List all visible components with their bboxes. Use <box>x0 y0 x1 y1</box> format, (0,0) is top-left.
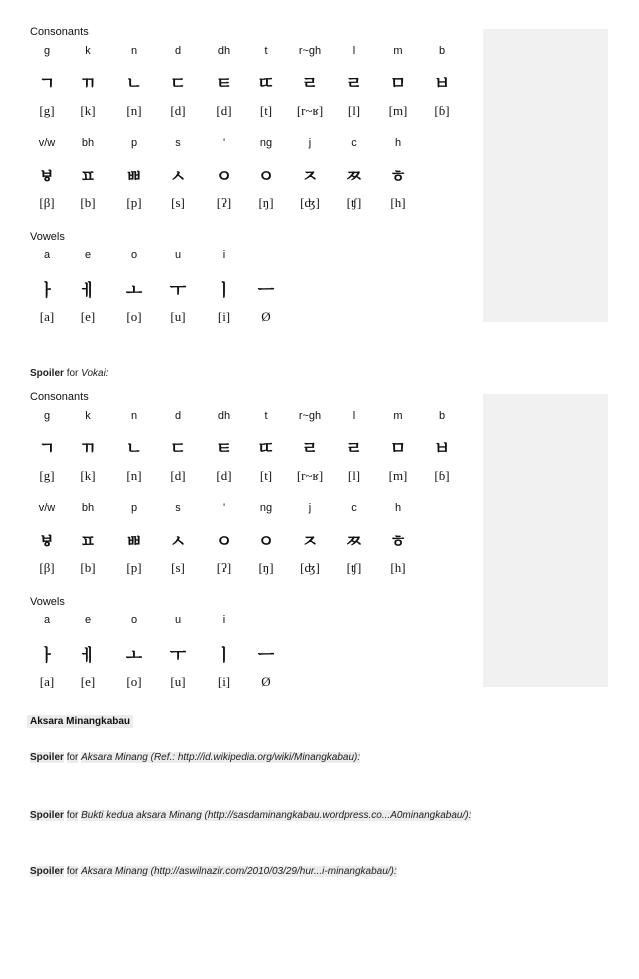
ipa-cell: [i] <box>217 309 231 324</box>
romanization-cell: o <box>130 614 138 626</box>
romanization-cell: l <box>352 45 356 57</box>
ipa-cell: [o] <box>126 309 142 324</box>
ipa-cell: [m] <box>388 468 408 483</box>
glyph-cell: ㄴ <box>125 439 143 459</box>
glyph-cell: ㅃ <box>125 167 143 187</box>
ipa-cell: [k] <box>80 103 96 118</box>
romanization-cell: i <box>222 249 226 261</box>
romanization-cell: ' <box>222 502 226 514</box>
glyph-cell: ㅈ <box>301 532 319 552</box>
glyph-cell: ㅁ <box>389 74 407 94</box>
glyph-cell: ㅇ <box>257 532 275 552</box>
ipa-cell: [u] <box>170 674 186 689</box>
glyph-cell: ㅉ <box>345 167 363 187</box>
consonants-title: Consonants <box>30 391 89 403</box>
romanization-cell: d <box>174 410 182 422</box>
romanization-cell: k <box>85 410 91 422</box>
romanization-cell: t <box>264 410 268 422</box>
ipa-cell: [n] <box>126 468 142 483</box>
romanization-cell: b <box>438 45 446 57</box>
ipa-cell: [k] <box>80 468 96 483</box>
glyph-cell: ㅂ <box>433 439 451 459</box>
alphabet-chart-image <box>30 26 483 324</box>
ipa-cell: [u] <box>170 309 186 324</box>
glyph-cell: ㅣ <box>215 646 233 666</box>
spoiler-for: for <box>66 368 79 379</box>
ipa-cell: [t] <box>259 103 273 118</box>
glyph-cell: ㅸ <box>38 532 56 552</box>
glyph-cell: ㅡ <box>257 281 275 301</box>
glyph-cell: ㄲ <box>79 74 97 94</box>
glyph-cell: ㅜ <box>169 281 187 301</box>
romanization-cell: j <box>308 502 312 514</box>
romanization-cell: dh <box>217 45 231 57</box>
glyph-cell: ㅌ <box>215 439 233 459</box>
romanization-cell: e <box>84 249 92 261</box>
romanization-cell: h <box>394 137 402 149</box>
romanization-cell: g <box>43 45 51 57</box>
spoiler-for: for <box>66 810 79 821</box>
ipa-cell: [ŋ] <box>258 195 274 210</box>
alphabet-chart-image <box>30 391 483 689</box>
glyph-cell: ㅌ <box>215 74 233 94</box>
romanization-cell: i <box>222 614 226 626</box>
romanization-cell: l <box>352 410 356 422</box>
ipa-cell: [g] <box>39 103 55 118</box>
ipa-cell: [l] <box>347 103 361 118</box>
section-heading-minangkabau: Aksara Minangkabau <box>27 715 133 728</box>
glyph-cell: ㅡ <box>257 646 275 666</box>
romanization-cell: u <box>174 614 182 626</box>
ipa-cell: [h] <box>390 195 406 210</box>
ipa-cell: [n] <box>126 103 142 118</box>
romanization-cell: n <box>130 410 138 422</box>
glyph-cell: ㅉ <box>345 532 363 552</box>
vowels-title: Vowels <box>30 596 65 608</box>
glyph-cell: ㄱ <box>38 439 56 459</box>
romanization-cell: u <box>174 249 182 261</box>
romanization-cell: d <box>174 45 182 57</box>
glyph-cell: ㄷ <box>169 439 187 459</box>
romanization-cell: ' <box>222 137 226 149</box>
ipa-cell: [ʤ] <box>300 195 320 210</box>
ipa-cell: [β] <box>39 560 55 575</box>
glyph-cell: ㅇ <box>257 167 275 187</box>
ipa-cell: [e] <box>80 309 96 324</box>
romanization-cell: c <box>351 502 357 514</box>
romanization-cell: bh <box>81 502 95 514</box>
romanization-cell: k <box>85 45 91 57</box>
spoiler-label[interactable]: Spoiler <box>30 368 64 379</box>
romanization-cell: ng <box>259 137 273 149</box>
glyph-cell: ㅸ <box>38 167 56 187</box>
ipa-cell: [i] <box>217 674 231 689</box>
ipa-cell: [o] <box>126 674 142 689</box>
alphabet-chart-2 <box>30 391 608 689</box>
ipa-cell: [d] <box>170 468 186 483</box>
ipa-cell: Ø <box>261 309 271 324</box>
ipa-cell: [m] <box>388 103 408 118</box>
romanization-cell: a <box>43 614 51 626</box>
spoiler-vokai[interactable] <box>30 368 109 379</box>
ipa-cell: [l] <box>347 468 361 483</box>
spoiler-ref: Aksara Minang (Ref.: http://id.wikipedia.org/wiki/Minangkabau): <box>81 752 361 763</box>
glyph-cell: ㄹ <box>301 439 319 459</box>
romanization-cell: p <box>130 137 138 149</box>
ipa-cell: [ɓ] <box>434 468 450 483</box>
romanization-cell: s <box>175 502 181 514</box>
glyph-cell: ㅁ <box>389 439 407 459</box>
spoiler-label[interactable]: Spoiler <box>30 866 64 877</box>
glyph-cell: ㅅ <box>169 532 187 552</box>
glyph-cell: ㅗ <box>125 646 143 666</box>
glyph-cell: ㅂ <box>433 74 451 94</box>
glyph-cell: ㅃ <box>125 532 143 552</box>
glyph-cell: ㅇ <box>215 532 233 552</box>
ipa-cell: [r~ʁ] <box>296 468 324 483</box>
glyph-cell: ㄴ <box>125 74 143 94</box>
romanization-cell: s <box>175 137 181 149</box>
ipa-cell: [ʤ] <box>300 560 320 575</box>
romanization-cell: p <box>130 502 138 514</box>
glyph-cell: ㅎ <box>389 167 407 187</box>
alphabet-chart-1 <box>30 26 608 324</box>
ipa-cell: [β] <box>39 195 55 210</box>
glyph-cell: ㅇ <box>215 167 233 187</box>
ipa-cell: [ʧ] <box>346 195 362 210</box>
ipa-cell: [ɓ] <box>434 103 450 118</box>
ipa-cell: [g] <box>39 468 55 483</box>
spoiler-minang-aswilnazir[interactable] <box>30 866 397 877</box>
romanization-cell: n <box>130 45 138 57</box>
romanization-cell: bh <box>81 137 95 149</box>
ipa-cell: [d] <box>216 468 232 483</box>
romanization-cell: ng <box>259 502 273 514</box>
glyph-cell: ㄹ <box>345 74 363 94</box>
romanization-cell: j <box>308 137 312 149</box>
ipa-cell: [ʧ] <box>346 560 362 575</box>
romanization-cell: o <box>130 249 138 261</box>
spoiler-ref: Vokai: <box>81 368 109 379</box>
glyph-cell: ㅔ <box>79 281 97 301</box>
romanization-cell: c <box>351 137 357 149</box>
romanization-cell: a <box>43 249 51 261</box>
ipa-cell: [ʔ] <box>216 560 232 575</box>
romanization-cell: r~gh <box>298 410 322 422</box>
romanization-cell: h <box>394 502 402 514</box>
ipa-cell: [s] <box>171 560 185 575</box>
ipa-cell: [h] <box>390 560 406 575</box>
romanization-cell: m <box>393 45 403 57</box>
ipa-cell: [t] <box>259 468 273 483</box>
glyph-cell: ㅍ <box>79 532 97 552</box>
ipa-cell: [b] <box>80 195 96 210</box>
glyph-cell: ㄹ <box>301 74 319 94</box>
ipa-cell: Ø <box>261 674 271 689</box>
ipa-cell: [r~ʁ] <box>296 103 324 118</box>
glyph-cell: ㅜ <box>169 646 187 666</box>
ipa-cell: [a] <box>39 674 55 689</box>
romanization-cell: b <box>438 410 446 422</box>
ipa-cell: [p] <box>126 195 142 210</box>
romanization-cell: t <box>264 45 268 57</box>
ipa-cell: [d] <box>216 103 232 118</box>
romanization-cell: r~gh <box>298 45 322 57</box>
spoiler-for: for <box>66 752 79 763</box>
spoiler-minang-wordpress[interactable] <box>30 810 471 821</box>
spoiler-ref: Aksara Minang (http://aswilnazir.com/2010/03/29/hur...i-minangkabau/): <box>81 866 397 877</box>
spoiler-minang-wiki[interactable] <box>30 752 360 763</box>
ipa-cell: [ŋ] <box>258 560 274 575</box>
ipa-cell: [a] <box>39 309 55 324</box>
glyph-cell: ㅏ <box>38 646 56 666</box>
spoiler-for: for <box>66 866 79 877</box>
glyph-cell: ㅔ <box>79 646 97 666</box>
glyph-cell: ㅏ <box>38 281 56 301</box>
glyph-cell: ㅈ <box>301 167 319 187</box>
ipa-cell: [b] <box>80 560 96 575</box>
glyph-cell: ㅎ <box>389 532 407 552</box>
romanization-cell: g <box>43 410 51 422</box>
ipa-cell: [ʔ] <box>216 195 232 210</box>
ipa-cell: [d] <box>170 103 186 118</box>
spoiler-label[interactable]: Spoiler <box>30 752 64 763</box>
romanization-cell: v/w <box>38 502 56 514</box>
glyph-cell: ㅣ <box>215 281 233 301</box>
glyph-cell: ㄱ <box>38 74 56 94</box>
glyph-cell: ㄹ <box>345 439 363 459</box>
ipa-cell: [e] <box>80 674 96 689</box>
vowels-title: Vowels <box>30 231 65 243</box>
ipa-cell: [p] <box>126 560 142 575</box>
glyph-cell: ㄲ <box>79 439 97 459</box>
glyph-cell: ㄸ <box>257 439 275 459</box>
consonants-title: Consonants <box>30 26 89 38</box>
romanization-cell: v/w <box>38 137 56 149</box>
spoiler-label[interactable]: Spoiler <box>30 810 64 821</box>
spoiler-ref: Bukti kedua aksara Minang (http://sasdaminangkabau.wordpress.co...A0minangkabau/): <box>81 810 472 821</box>
glyph-cell: ㅍ <box>79 167 97 187</box>
glyph-cell: ㅗ <box>125 281 143 301</box>
romanization-cell: m <box>393 410 403 422</box>
glyph-cell: ㅅ <box>169 167 187 187</box>
ipa-cell: [s] <box>171 195 185 210</box>
romanization-cell: e <box>84 614 92 626</box>
romanization-cell: dh <box>217 410 231 422</box>
glyph-cell: ㄷ <box>169 74 187 94</box>
glyph-cell: ㄸ <box>257 74 275 94</box>
